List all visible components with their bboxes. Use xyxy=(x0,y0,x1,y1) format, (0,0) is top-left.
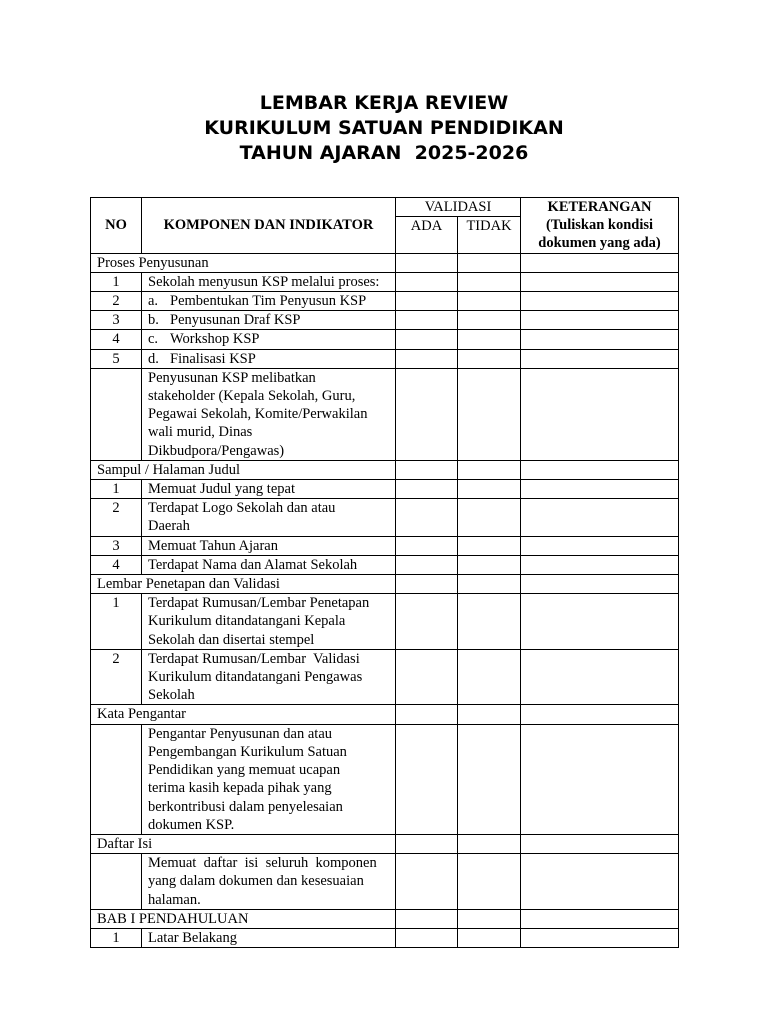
section-row xyxy=(91,575,679,594)
tidak-cell[interactable] xyxy=(458,928,521,947)
row-indicator xyxy=(142,594,396,650)
row-number xyxy=(91,724,142,834)
tidak-cell[interactable] xyxy=(458,594,521,650)
ada-cell[interactable] xyxy=(396,649,458,705)
ada-cell[interactable] xyxy=(396,292,458,311)
ada-cell[interactable] xyxy=(396,909,458,928)
note-cell[interactable] xyxy=(521,330,679,349)
indicator-line: Pegawai Sekolah, Komite/Perwakilan xyxy=(148,406,368,423)
indicator-line: Kurikulum ditandatangani Kepala xyxy=(148,613,346,630)
ada-cell[interactable] xyxy=(396,499,458,536)
document-title xyxy=(0,91,768,166)
note-cell[interactable] xyxy=(521,311,679,330)
indicator-line: Sekolah xyxy=(148,687,195,704)
tidak-cell[interactable] xyxy=(458,499,521,536)
header-note-line-3: dokumen yang ada) xyxy=(538,235,661,252)
row-number: 1 xyxy=(91,480,142,499)
note-cell[interactable] xyxy=(521,480,679,499)
row-number: 5 xyxy=(91,349,142,368)
indicator-line: Penyusunan KSP melibatkan xyxy=(148,369,316,386)
note-cell[interactable] xyxy=(521,834,679,853)
tidak-cell[interactable] xyxy=(458,330,521,349)
row-indicator xyxy=(142,368,396,460)
ada-cell[interactable] xyxy=(396,575,458,594)
table-row xyxy=(91,649,679,705)
ada-cell[interactable] xyxy=(396,330,458,349)
tidak-cell[interactable] xyxy=(458,272,521,291)
list-letter: c. xyxy=(148,331,159,348)
note-cell[interactable] xyxy=(521,575,679,594)
note-cell[interactable] xyxy=(521,499,679,536)
tidak-cell[interactable] xyxy=(458,854,521,910)
table-row xyxy=(91,480,679,499)
table-row xyxy=(91,368,679,460)
ada-cell[interactable] xyxy=(396,536,458,555)
review-table xyxy=(90,197,679,948)
note-cell[interactable] xyxy=(521,854,679,910)
note-cell[interactable] xyxy=(521,253,679,272)
row-indicator xyxy=(142,854,396,910)
table-row xyxy=(91,349,679,368)
tidak-cell[interactable] xyxy=(458,480,521,499)
table-row xyxy=(91,724,679,834)
title-line-2: KURIKULUM SATUAN PENDIDIKAN xyxy=(204,117,564,139)
row-number: 4 xyxy=(91,555,142,574)
section-row xyxy=(91,834,679,853)
header-validation: VALIDASI xyxy=(396,198,521,217)
table-row xyxy=(91,594,679,650)
note-cell[interactable] xyxy=(521,368,679,460)
ada-cell[interactable] xyxy=(396,368,458,460)
note-cell[interactable] xyxy=(521,649,679,705)
header-note-line-2: (Tuliskan kondisi xyxy=(545,217,654,234)
table-row xyxy=(91,292,679,311)
indicator-line: Terdapat Rumusan/Lembar Penetapan xyxy=(148,595,370,612)
row-number: 2 xyxy=(91,292,142,311)
tidak-cell[interactable] xyxy=(458,536,521,555)
tidak-cell[interactable] xyxy=(458,705,521,724)
ada-cell[interactable] xyxy=(396,460,458,479)
section-label: Lembar Penetapan dan Validasi xyxy=(91,575,396,594)
ada-cell[interactable] xyxy=(396,311,458,330)
list-letter: b. xyxy=(148,312,159,329)
row-indicator xyxy=(142,311,396,330)
tidak-cell[interactable] xyxy=(458,834,521,853)
indicator-line: Pengantar Penyusunan dan atau xyxy=(148,725,333,742)
note-cell[interactable] xyxy=(521,349,679,368)
ada-cell[interactable] xyxy=(396,253,458,272)
indicator-line: Kurikulum ditandatangani Pengawas xyxy=(148,669,363,686)
tidak-cell[interactable] xyxy=(458,575,521,594)
list-letter: a. xyxy=(148,293,159,310)
indicator-line: berkontribusi dalam penyelesaian xyxy=(148,798,343,815)
tidak-cell[interactable] xyxy=(458,349,521,368)
row-number: 1 xyxy=(91,928,142,947)
indicator-line: Pengembangan Kurikulum Satuan xyxy=(148,743,347,760)
section-row xyxy=(91,909,679,928)
row-indicator: Memuat Judul yang tepat xyxy=(142,480,396,499)
row-indicator xyxy=(142,724,396,834)
ada-cell[interactable] xyxy=(396,724,458,834)
section-label: Proses Penyusunan xyxy=(91,253,396,272)
tidak-cell[interactable] xyxy=(458,368,521,460)
ada-cell[interactable] xyxy=(396,480,458,499)
table-row xyxy=(91,330,679,349)
row-number: 1 xyxy=(91,594,142,650)
ada-cell[interactable] xyxy=(396,834,458,853)
row-indicator xyxy=(142,292,396,311)
row-number: 3 xyxy=(91,536,142,555)
indicator-text: Pembentukan Tim Penyusun KSP xyxy=(170,293,367,310)
note-cell[interactable] xyxy=(521,292,679,311)
section-label: Daftar Isi xyxy=(91,834,396,853)
note-cell[interactable] xyxy=(521,928,679,947)
section-label: BAB I PENDAHULUAN xyxy=(91,909,396,928)
indicator-text: Finalisasi KSP xyxy=(170,350,256,367)
row-indicator: Sekolah menyusun KSP melalui proses: xyxy=(142,272,396,291)
row-number: 2 xyxy=(91,649,142,705)
section-row xyxy=(91,705,679,724)
row-number: 4 xyxy=(91,330,142,349)
title-line-3: TAHUN AJARAN 2025-2026 xyxy=(239,142,529,164)
indicator-line: Pendidikan yang memuat ucapan xyxy=(148,762,341,779)
indicator-line: Dikbudpora/Pengawas) xyxy=(148,442,285,459)
note-cell[interactable] xyxy=(521,594,679,650)
tidak-cell[interactable] xyxy=(458,555,521,574)
note-cell[interactable] xyxy=(521,724,679,834)
ada-cell[interactable] xyxy=(396,555,458,574)
indicator-line: Terdapat Rumusan/Lembar Validasi xyxy=(148,650,360,667)
tidak-cell[interactable] xyxy=(458,253,521,272)
title-line-1: LEMBAR KERJA REVIEW xyxy=(259,92,509,114)
indicator-line: Sekolah dan disertai stempel xyxy=(148,631,315,648)
row-number: 3 xyxy=(91,311,142,330)
table-row xyxy=(91,499,679,536)
note-cell[interactable] xyxy=(521,272,679,291)
tidak-cell[interactable] xyxy=(458,724,521,834)
section-row xyxy=(91,253,679,272)
row-indicator xyxy=(142,499,396,536)
row-number xyxy=(91,854,142,910)
row-indicator: Latar Belakang xyxy=(142,928,396,947)
row-indicator: Terdapat Nama dan Alamat Sekolah xyxy=(142,555,396,574)
indicator-line: wali murid, Dinas xyxy=(148,424,253,441)
tidak-cell[interactable] xyxy=(458,292,521,311)
indicator-line: Memuat daftar isi seluruh komponen xyxy=(148,855,377,872)
section-row xyxy=(91,460,679,479)
row-indicator xyxy=(142,649,396,705)
ada-cell[interactable] xyxy=(396,705,458,724)
list-letter: d. xyxy=(148,350,159,367)
section-label: Kata Pengantar xyxy=(91,705,396,724)
note-cell[interactable] xyxy=(521,705,679,724)
indicator-line: yang dalam dokumen dan kesesuaian xyxy=(148,873,364,890)
row-number: 1 xyxy=(91,272,142,291)
indicator-line: stakeholder (Kepala Sekolah, Guru, xyxy=(148,388,356,405)
note-cell[interactable] xyxy=(521,460,679,479)
indicator-line: dokumen KSP. xyxy=(148,816,235,833)
note-cell[interactable] xyxy=(521,555,679,574)
ada-cell[interactable] xyxy=(396,594,458,650)
note-cell[interactable] xyxy=(521,536,679,555)
table-row xyxy=(91,555,679,574)
row-indicator: Memuat Tahun Ajaran xyxy=(142,536,396,555)
header-component: KOMPONEN DAN INDIKATOR xyxy=(142,198,396,254)
row-indicator xyxy=(142,330,396,349)
tidak-cell[interactable] xyxy=(458,909,521,928)
header-ada: ADA xyxy=(396,217,458,253)
section-label: Sampul / Halaman Judul xyxy=(91,460,396,479)
ada-cell[interactable] xyxy=(396,349,458,368)
indicator-line: Terdapat Logo Sekolah dan atau xyxy=(148,500,336,517)
table-row xyxy=(91,272,679,291)
header-tidak: TIDAK xyxy=(458,217,521,253)
indicator-line: halaman. xyxy=(148,891,201,908)
tidak-cell[interactable] xyxy=(458,311,521,330)
indicator-text: Workshop KSP xyxy=(170,331,260,348)
indicator-text: Penyusunan Draf KSP xyxy=(170,312,301,329)
row-number: 2 xyxy=(91,499,142,536)
tidak-cell[interactable] xyxy=(458,460,521,479)
table-row xyxy=(91,311,679,330)
row-number xyxy=(91,368,142,460)
ada-cell[interactable] xyxy=(396,854,458,910)
row-indicator xyxy=(142,349,396,368)
header-no: NO xyxy=(91,198,142,254)
tidak-cell[interactable] xyxy=(458,649,521,705)
header-note xyxy=(521,198,679,254)
indicator-line: Daerah xyxy=(148,518,190,535)
table-row xyxy=(91,854,679,910)
indicator-line: terima kasih kepada pihak yang xyxy=(148,780,332,797)
ada-cell[interactable] xyxy=(396,928,458,947)
header-note-line-1: KETERANGAN xyxy=(547,199,652,215)
note-cell[interactable] xyxy=(521,909,679,928)
table-row xyxy=(91,536,679,555)
ada-cell[interactable] xyxy=(396,272,458,291)
table-row xyxy=(91,928,679,947)
